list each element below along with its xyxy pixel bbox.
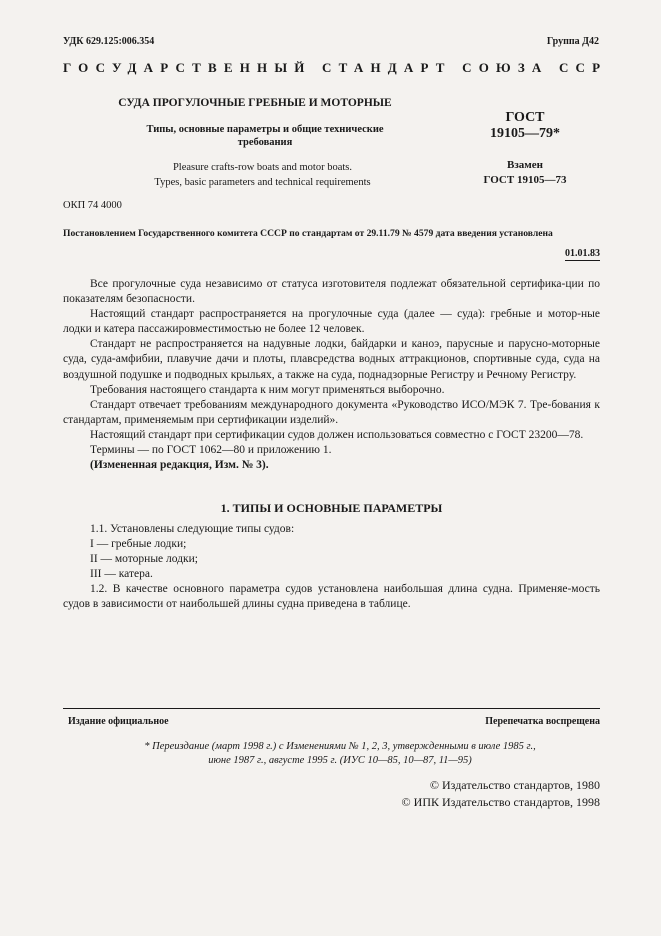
paragraph: Настоящий стандарт распространяется на прогулочные суда (далее — суда): гребные и мотор-ные лодки и катера пассажировместимостью не более 12 человек. — [63, 308, 600, 336]
paragraph: Стандарт не распространяется на надувные лодки, байдарки и каноэ, парусные и парусно-моторные суда, суда-амфибии, плавучие дачи и плоты, плавсредства водных аттракционов, спортивные суда, суда на воздушной подушке и подводных крыльях, а также на суда, поднадзорные Регистру и Речному Регистру. — [63, 338, 600, 381]
replaces-label: Взамен — [507, 159, 543, 171]
reprint-forbidden-label: Перепечатка воспрещена — [485, 716, 600, 727]
list-item: II — моторные лодки; — [90, 553, 198, 566]
introduction-date: 01.01.83 — [565, 248, 600, 259]
reissue-footnote — [120, 740, 560, 768]
list-item: 1.2. В качестве основного параметра судов установлена наибольшая длина судна. Применяе-мость судов в зависимости от наибольшей длины судна приведена в таблице. — [63, 583, 600, 611]
group-code: Группа Д42 — [546, 36, 599, 47]
gost-number: 19105—79* — [490, 126, 560, 141]
okp-code: ОКП 74 4000 — [63, 200, 122, 211]
list-item: I — гребные лодки; — [90, 538, 187, 551]
subtitle-line-1: Типы, основные параметры и общие технические — [146, 124, 384, 135]
english-title-line-2: Types, basic parameters and technical requirements — [154, 177, 371, 188]
gost-label: ГОСТ — [505, 110, 545, 125]
gost-designation — [470, 110, 580, 142]
paragraph: Термины — по ГОСТ 1062—80 и приложению 1. — [90, 444, 332, 457]
english-title — [80, 160, 445, 190]
replaced-gost: ГОСТ 19105—73 — [483, 174, 567, 186]
footnote-line-1: * Переиздание (март 1998 г.) с Изменениями № 1, 2, 3, утвержденными в июле 1985 г., — [144, 741, 536, 752]
edition-note: (Измененная редакция, Изм. № 3). — [90, 459, 269, 472]
copyright-line-1: © Издательство стандартов, 1980 — [429, 778, 600, 792]
paragraph: Стандарт отвечает требованиям международного документа «Руководство ИСО/МЭК 7. Тре-бования к стандартам, применяемым при сертификации изделий». — [63, 398, 600, 426]
replaces-block — [465, 158, 585, 188]
english-title-line-1: Pleasure crafts-row boats and motor boats. — [172, 162, 353, 173]
document-subtitle — [120, 123, 410, 149]
paragraph: Настоящий стандарт при сертификации судов должен использоваться совместно с ГОСТ 23200—78. — [90, 428, 584, 441]
section-text — [63, 522, 600, 613]
section-heading: 1. ТИПЫ И ОСНОВНЫЕ ПАРАМЕТРЫ — [220, 501, 443, 515]
footer-divider — [63, 708, 600, 709]
resolution-text: Постановлением Государственного комитета СССР по стандартам от 29.11.79 № 4579 дата введения установлена — [63, 228, 553, 239]
paragraph: Все прогулочные суда независимо от статуса изготовителя подлежат обязательной сертифика-ции по показателям безопасности. — [63, 278, 600, 306]
footnote-line-2: июне 1987 г., августе 1995 г. (ИУС 10—85, 10—87, 11—95) — [208, 755, 472, 766]
intro-text — [63, 277, 600, 473]
paragraph: Требования настоящего стандарта к ним могут применяться выборочно. — [90, 383, 445, 396]
subtitle-line-2: требования — [237, 137, 293, 148]
document-title: СУДА ПРОГУЛОЧНЫЕ ГРЕБНЫЕ И МОТОРНЫЕ — [118, 97, 392, 109]
state-standard-banner: ГОСУДАРСТВЕННЫЙ СТАНДАРТ СОЮЗА ССР — [63, 60, 608, 75]
list-item: III — катера. — [90, 568, 153, 581]
copyright-line-2: © ИПК Издательство стандартов, 1998 — [401, 795, 600, 809]
udk-code: УДК 629.125:006.354 — [63, 36, 155, 47]
copyright-block — [402, 777, 600, 811]
official-edition-label: Издание официальное — [68, 716, 169, 727]
list-item: 1.1. Установлены следующие типы судов: — [90, 523, 295, 535]
